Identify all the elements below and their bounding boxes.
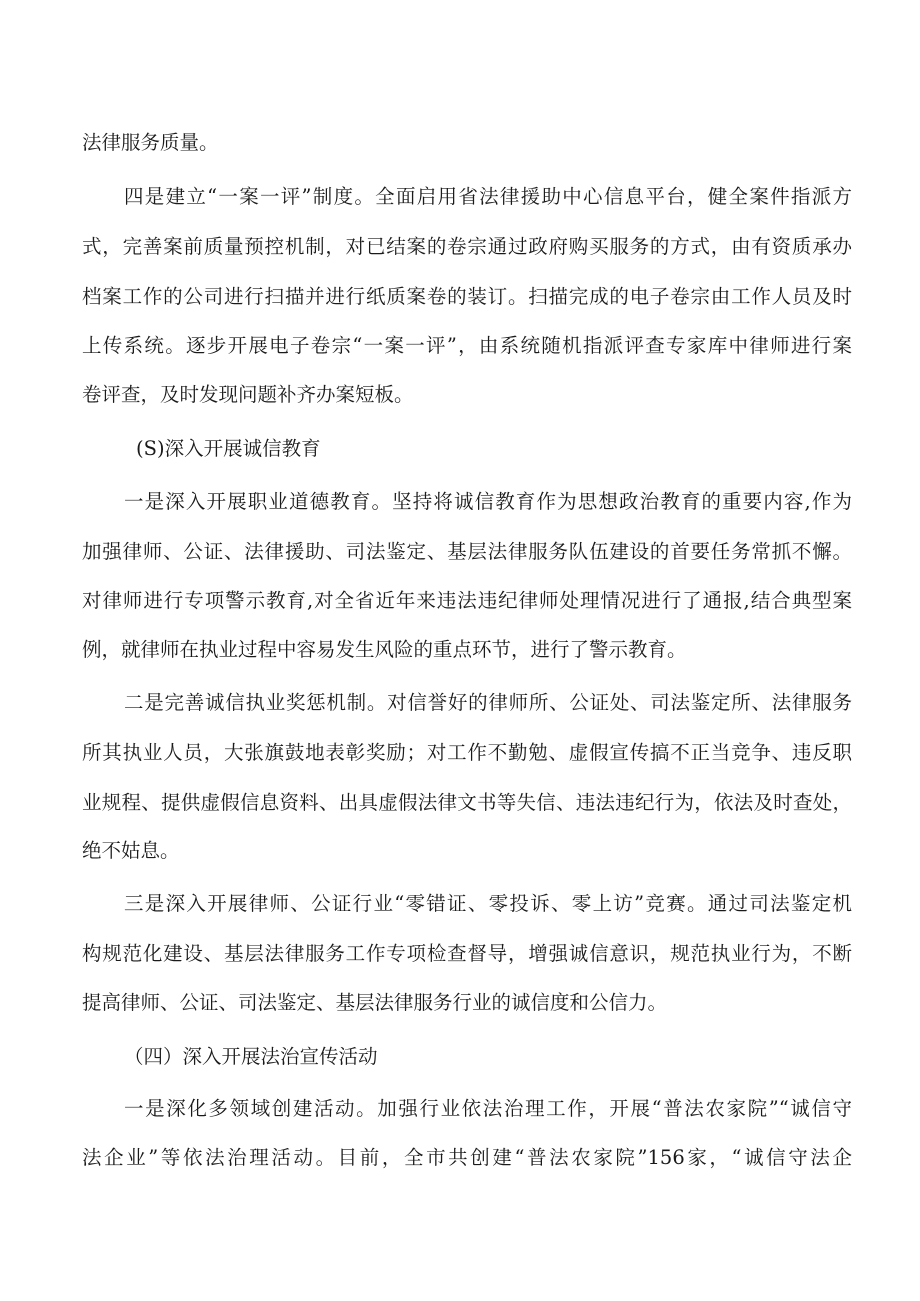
section-heading: (S)深入开展诚信教育 — [136, 437, 321, 460]
paragraph-line: 绝不姑息。 — [82, 839, 180, 862]
paragraph-line: 一是深化多领域创建活动。加强行业依法治理工作，开展“普法农家院”“诚信守 — [124, 1097, 852, 1120]
paragraph-line: 档案工作的公司进行扫描并进行纸质案卷的装订。扫描完成的电子卷宗由工作人员及时 — [82, 285, 852, 308]
paragraph-line: 例，就律师在执业过程中容易发生风险的重点环节，进行了警示教育。 — [82, 638, 687, 661]
paragraph-line: 业规程、提供虚假信息资料、出具虚假法律文书等失信、违法违纪行为，依法及时查处， — [82, 791, 852, 814]
paragraph-line: 三是深入开展律师、公证行业“零错证、零投诉、零上访”竞赛。通过司法鉴定机 — [124, 892, 852, 915]
paragraph-line: 上传系统。逐步开展电子卷宗“一案一评”，由系统随机指派评查专家库中律师进行案 — [82, 334, 852, 357]
paragraph-line: 法企业”等依法治理活动。目前，全市共创建“普法农家院”156家，“诚信守法企 — [82, 1146, 852, 1169]
section-heading: （四）深入开展法治宣传活动 — [124, 1045, 378, 1068]
paragraph-line: 构规范化建设、基层法律服务工作专项检查督导，增强诚信意识，规范执业行为，不断 — [82, 942, 852, 965]
paragraph-line: 四是建立“一案一评”制度。全面启用省法律援助中心信息平台，健全案件指派方 — [124, 185, 852, 208]
paragraph-line: 提高律师、公证、司法鉴定、基层法律服务行业的诚信度和公信力。 — [82, 991, 668, 1014]
paragraph-line: 对律师进行专项警示教育,对全省近年来违法违纪律师处理情况进行了通报,结合典型案 — [82, 589, 852, 612]
paragraph-line: 式，完善案前质量预控机制，对已结案的卷宗通过政府购买服务的方式，由有资质承办 — [82, 235, 852, 258]
paragraph-line: 法律服务质量。 — [82, 131, 219, 154]
paragraph-line: 卷评查，及时发现问题补齐办案短板。 — [82, 383, 414, 406]
paragraph-line: 二是完善诚信执业奖惩机制。对信誉好的律师所、公证处、司法鉴定所、法律服务 — [124, 691, 852, 714]
paragraph-line: 加强律师、公证、法律援助、司法鉴定、基层法律服务队伍建设的首要任务常抓不懈。 — [82, 540, 852, 563]
paragraph-line: 所其执业人员，大张旗鼓地表彰奖励；对工作不勤勉、虚假宣传搞不正当竞争、违反职 — [82, 741, 852, 764]
paragraph-line: 一是深入开展职业道德教育。坚持将诚信教育作为思想政治教育的重要内容,作为 — [124, 490, 852, 513]
